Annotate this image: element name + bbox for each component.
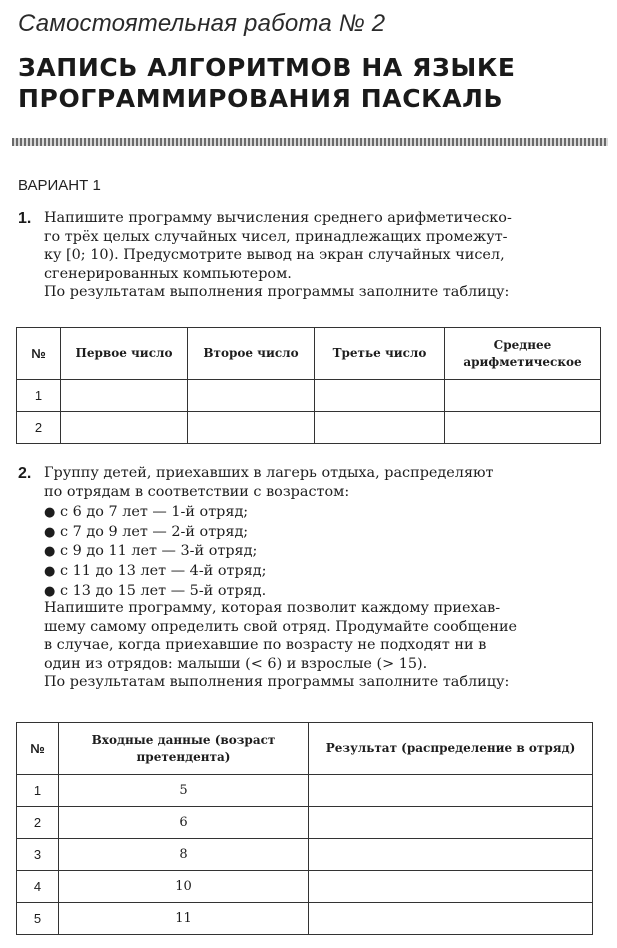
table-row	[17, 412, 601, 444]
bullet-icon: ●	[44, 564, 56, 580]
main-title-line: ПРОГРАММИРОВАНИЯ ПАСКАЛЬ	[18, 84, 504, 113]
col-second-number-header: Второе число	[188, 328, 315, 380]
row-number: 3	[17, 839, 59, 871]
bullet-icon: ●	[44, 583, 56, 599]
col-third-number-header: Третье число	[315, 328, 445, 380]
task1-line: По результатам выполнения программы заполните таблицу:	[44, 284, 510, 300]
list-item	[44, 562, 266, 582]
list-item-text: с 9 до 11 лет — 3-й отряд;	[60, 543, 258, 560]
table-row	[17, 775, 593, 807]
list-item	[44, 542, 266, 562]
task1-text	[44, 209, 512, 302]
input-age-cell: 6	[59, 807, 309, 839]
bullet-icon: ●	[44, 524, 56, 540]
answer-cell[interactable]	[61, 412, 188, 444]
list-item-text: с 6 до 7 лет — 1-й отряд;	[60, 504, 249, 520]
list-item-text: с 11 до 13 лет — 4-й отряд;	[60, 563, 267, 580]
col-number-header: №	[17, 328, 61, 380]
task2-body-line: Напишите программу, которая позволит каждому приехав-	[44, 600, 501, 616]
answer-cell[interactable]	[61, 380, 188, 412]
task2-body-line: шему самому определить свой отряд. Продумайте сообщение	[44, 618, 518, 635]
list-item-text: с 7 до 9 лет — 2-й отряд;	[60, 523, 249, 540]
col-average-header: Среднее арифметическое	[445, 328, 601, 380]
table-row	[17, 380, 601, 412]
input-age-cell: 10	[59, 871, 309, 903]
table-row	[17, 807, 593, 839]
work-title: Самостоятельная работа № 2	[18, 10, 386, 37]
main-title	[18, 52, 608, 114]
answer-cell[interactable]	[309, 871, 593, 903]
col-first-number-header: Первое число	[61, 328, 188, 380]
task1-line: Напишите программу вычисления среднего арифметическо-	[44, 210, 512, 226]
col-result-header: Результат (распределение в отряд)	[309, 723, 593, 775]
answer-cell[interactable]	[445, 380, 601, 412]
col-input-header: Входные данные (возраст претендента)	[59, 723, 309, 775]
answer-cell[interactable]	[309, 839, 593, 871]
input-age-cell: 5	[59, 775, 309, 807]
task2-intro-line: Группу детей, приехавших в лагерь отдыха, распределяют	[44, 465, 494, 481]
task1-line: ку [0; 10). Предусмотрите вывод на экран случайных чисел,	[44, 247, 505, 263]
task2-number: 2.	[18, 465, 32, 482]
row-number: 5	[17, 903, 59, 935]
table-header-row	[17, 723, 593, 775]
list-item-text: с 13 до 15 лет — 5-й отряд.	[60, 582, 267, 599]
answer-cell[interactable]	[315, 380, 445, 412]
row-number: 1	[17, 775, 59, 807]
task2-body	[44, 599, 517, 692]
answer-cell[interactable]	[188, 412, 315, 444]
bullet-icon: ●	[44, 544, 56, 560]
table-row	[17, 871, 593, 903]
variant-label: ВАРИАНТ 1	[18, 177, 101, 194]
bullet-icon: ●	[44, 505, 56, 520]
task2-table	[16, 722, 593, 935]
row-number: 1	[17, 380, 61, 412]
task2-body-line: один из отрядов: малыши (< 6) и взрослые (> 15).	[44, 655, 428, 672]
table-row	[17, 903, 593, 935]
task2-intro	[44, 464, 494, 501]
row-number: 4	[17, 871, 59, 903]
task2-body-line: в случае, когда приехавшие по возрасту не подходят ни в	[44, 637, 487, 653]
section-divider	[12, 138, 608, 146]
input-age-cell: 8	[59, 839, 309, 871]
list-item	[44, 503, 266, 523]
input-age-cell: 11	[59, 903, 309, 935]
task1-table	[16, 327, 601, 444]
task1-number: 1.	[18, 210, 32, 227]
age-group-list	[44, 503, 266, 602]
answer-cell[interactable]	[188, 380, 315, 412]
list-item	[44, 523, 266, 543]
table-row	[17, 839, 593, 871]
answer-cell[interactable]	[309, 903, 593, 935]
answer-cell[interactable]	[445, 412, 601, 444]
task2-intro-line: по отрядам в соответствии с возрастом:	[44, 483, 350, 500]
table-header-row	[17, 328, 601, 380]
main-title-line: ЗАПИСЬ АЛГОРИТМОВ НА ЯЗЫКЕ	[18, 53, 516, 82]
task1-line: сгенерированных компьютером.	[44, 265, 292, 282]
col-number-header: №	[17, 723, 59, 775]
row-number: 2	[17, 807, 59, 839]
row-number: 2	[17, 412, 61, 444]
task1-line: го трёх целых случайных чисел, принадлежащих промежут-	[44, 228, 508, 245]
answer-cell[interactable]	[309, 807, 593, 839]
task2-body-line: По результатам выполнения программы заполните таблицу:	[44, 674, 510, 690]
answer-cell[interactable]	[309, 775, 593, 807]
answer-cell[interactable]	[315, 412, 445, 444]
